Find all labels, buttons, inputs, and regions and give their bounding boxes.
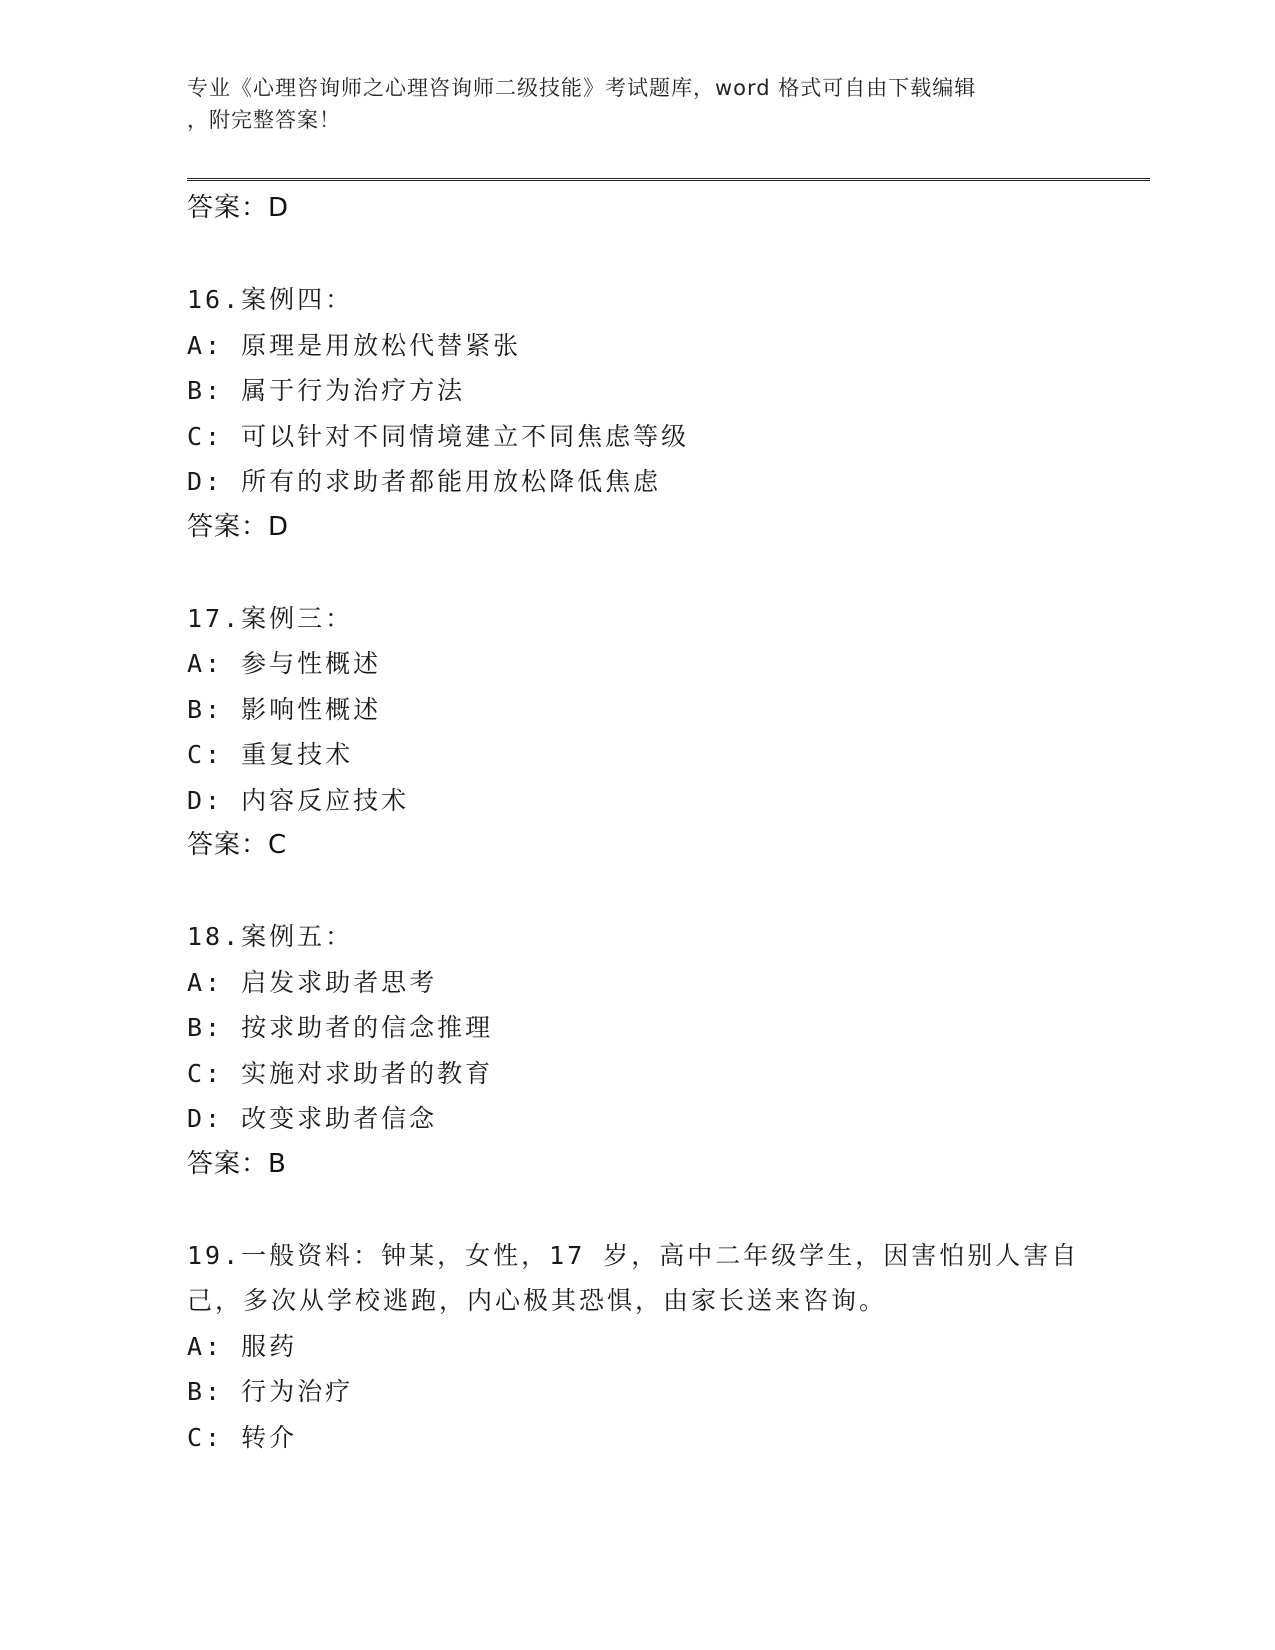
header-line-2: ，附完整答案！ [187, 108, 341, 132]
option-d: D: 改变求助者信念 [187, 1104, 438, 1133]
question-19 [187, 1233, 1150, 1461]
option-b: B: 影响性概述 [187, 694, 382, 724]
document-header [187, 72, 1067, 136]
answer-line: 答案：C [187, 830, 288, 860]
header-line-1: 专业《心理咨询师之心理咨询师二级技能》考试题库，word 格式可自由下载编辑 [187, 76, 977, 100]
option-a: A: 参与性概述 [187, 649, 382, 678]
header-divider [187, 178, 1150, 181]
question-stem: 19.一般资料：钟某，女性，17 岁，高中二年级学生，因害怕别人害自 [187, 1240, 1080, 1270]
answer-line: 答案：D [187, 511, 290, 542]
answer-line: 答案：B [187, 1148, 287, 1179]
option-a: A: 启发求助者思考 [187, 967, 438, 997]
question-stem: 18.案例五： [187, 922, 354, 951]
spacer [187, 550, 1150, 596]
option-c: C: 可以针对不同情境建立不同焦虑等级 [187, 421, 690, 451]
question-stem: 17.案例三： [187, 603, 354, 633]
question-list [187, 186, 1150, 1460]
option-a: A: 服药 [187, 1331, 298, 1361]
answer-line: 答案：D [187, 193, 290, 223]
question-16 [187, 277, 1150, 550]
question-18 [187, 914, 1150, 1187]
option-c: C: 重复技术 [187, 740, 354, 769]
question-stem-continued: 己，多次从学校逃跑，内心极其恐惧，由家长送来咨询。 [187, 1286, 888, 1315]
spacer [187, 1187, 1150, 1233]
question-stem: 16.案例四： [187, 285, 354, 314]
option-c: C: 转介 [187, 1422, 298, 1452]
question-17 [187, 596, 1150, 869]
option-d: D: 内容反应技术 [187, 785, 410, 815]
option-a: A: 原理是用放松代替紧张 [187, 330, 522, 360]
option-b: B: 行为治疗 [187, 1377, 354, 1406]
option-b: B: 属于行为治疗方法 [187, 376, 466, 405]
option-c: C: 实施对求助者的教育 [187, 1058, 494, 1088]
option-b: B: 按求助者的信念推理 [187, 1013, 494, 1042]
spacer [187, 869, 1150, 915]
option-d: D: 所有的求助者都能用放松降低焦虑 [187, 467, 662, 496]
spacer [187, 232, 1150, 278]
